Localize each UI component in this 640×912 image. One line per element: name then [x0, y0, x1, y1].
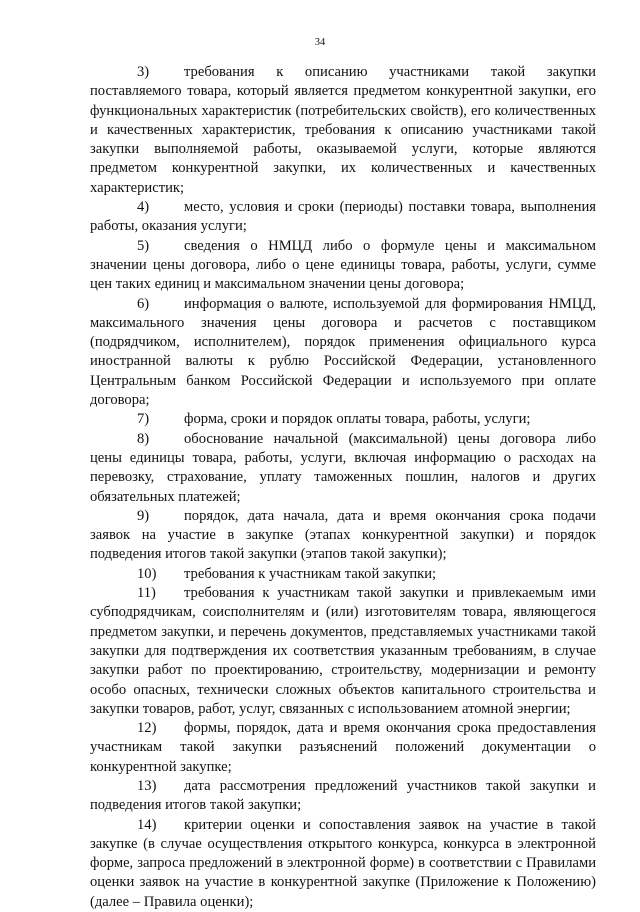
list-item-text: форма, сроки и порядок оплаты товара, работы, услуги; [184, 411, 531, 428]
list-item-number: 4) [137, 199, 150, 216]
list-item-text: требования к участникам такой закупки и привлекаемым ими субподрядчикам, соисполнителям и (или) изготовителям товара, являющегося предметом закупки, и перечень документов, представляемых участниками такой закупки для подтверждения их соответствия указанным требованиям, в случае закупки работ по проектированию, строительству, модернизации и ремонту особо опасных, технически сложных объектов капитального строительства и закупки товаров, работ, услуг, связанных с использованием атомной энергии; [90, 585, 596, 717]
page-number: 34 [314, 37, 326, 48]
list-item-text: требования к описанию участниками такой закупки поставляемого товара, который является предметом конкурентной закупки, его функциональных характеристик (потребительских свойств), его количественных и качественных характеристик, требования к описанию участниками такой закупки выполняемой работы, оказываемой услуги, которые являются предметом конкурентной закупки, их количественных и качественных характеристик; [90, 64, 596, 196]
list-item-8 [90, 430, 596, 507]
list-item-number: 7) [137, 411, 150, 428]
list-item-number: 12) [137, 720, 157, 737]
list-item-number: 6) [137, 295, 150, 312]
list-item-14 [90, 816, 596, 912]
list-item-text: порядок, дата начала, дата и время окончания срока подачи заявок на участие в закупке (этапах конкурентной закупки) и порядок подведения итогов такой закупки (этапов такой закупки); [90, 507, 596, 563]
list-item-4 [90, 198, 596, 237]
list-item-5 [90, 237, 596, 295]
list-item-text: требования к участникам такой закупки; [184, 565, 437, 582]
list-item-11 [90, 584, 596, 719]
list-item-text: дата рассмотрения предложений участников такой закупки и подведения итогов такой закупки; [90, 777, 596, 814]
list-item-12 [90, 719, 596, 777]
list-item-number: 8) [137, 430, 150, 447]
list-item-number: 5) [137, 237, 150, 254]
list-item-text: критерии оценки и сопоставления заявок на участие в такой закупке (в случае осуществления открытого конкурса, конкурса в электронной форме, запроса предложений в электронной форме) в соответствии с Правилами оценки заявок на участие в конкурентной закупке (Приложение к Положению) (далее – Правила оценки); [90, 816, 596, 910]
list-item-text: формы, порядок, дата и время окончания срока предоставления участникам такой закупки разъяснений положений документации о конкурентной закупке; [90, 720, 596, 775]
list-item-number: 14) [137, 816, 157, 833]
list-item-9 [90, 507, 596, 565]
document-body [90, 63, 596, 912]
list-item-number: 10) [137, 565, 157, 582]
list-item-number: 3) [137, 64, 150, 80]
list-item-6 [90, 295, 596, 411]
list-item-text: обоснование начальной (максимальной) цены договора либо цены единицы товара, работы, услуги, включая информацию о расходах на перевозку, страхование, уплату таможенных пошлин, налогов и других обязательных платежей; [90, 430, 596, 505]
list-item-10 [90, 565, 596, 584]
list-item-7 [90, 410, 596, 429]
list-item-number: 9) [137, 507, 150, 524]
list-item-text: место, условия и сроки (периоды) поставки товара, выполнения работы, оказания услуги; [90, 199, 596, 235]
list-item-13 [90, 777, 596, 816]
list-item-text: информация о валюте, используемой для формирования НМЦД, максимального значения цены договора и расчетов с поставщиком (подрядчиком, исполнителем), порядок применения официального курса иностранной валюты к рублю Российской Федерации, установленного Центральным банком Российской Федерации и используемого при оплате договора; [90, 295, 596, 409]
list-item-3 [90, 63, 596, 198]
list-item-text: сведения о НМЦД либо о формуле цены и максимальном значении цены договора, либо о цене единицы товара, работы, услуги, сумме цен таких единиц и максимальном значении цены договора; [90, 237, 596, 293]
list-item-number: 11) [137, 585, 156, 602]
list-item-number: 13) [137, 777, 157, 794]
